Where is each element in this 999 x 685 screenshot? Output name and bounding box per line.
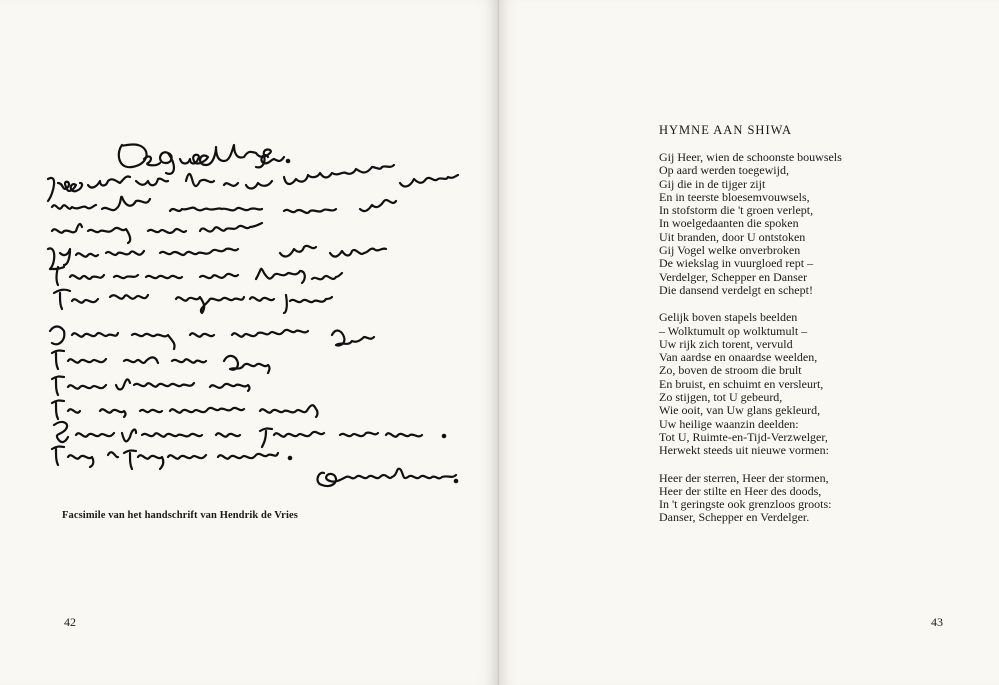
poem-line: Uw rijk zich torent, vervuld — [659, 336, 793, 351]
stanza-3 — [659, 472, 979, 525]
poem-line: Gelijk boven stapels beelden — [659, 310, 798, 325]
stanza-1 — [659, 151, 979, 297]
page-number-right: 43 — [931, 615, 943, 629]
poem-line: Verdelger, Schepper en Danser — [659, 269, 808, 284]
poem-line: Danser, Schepper en Verdelger. — [659, 510, 810, 525]
poem-line: Uit branden, door U ontstoken — [659, 229, 806, 244]
poem-line: Tot U, Ruimte-en-Tijd-Verzwelger, — [659, 429, 828, 444]
poem-line: Herwekt steeds uit nieuwe vormen: — [659, 443, 829, 458]
poem-line: Uw heilige waanzin deelden: — [659, 416, 799, 431]
poem-line: Zo stijgen, tot U gebeurd, — [659, 390, 783, 405]
poem-line: Heer der sterren, Heer der stormen, — [659, 470, 829, 485]
right-page — [499, 0, 999, 685]
handwritten-manuscript — [40, 135, 490, 495]
poem-line: Op aard werden toegewijd, — [659, 163, 789, 178]
poem-line: Gij Vogel welke onverbroken — [659, 243, 801, 258]
facsimile-caption: Facsimile van het handschrift van Hendrik de Vries — [62, 510, 298, 521]
poem-line: Die dansend verdelgt en schept! — [659, 282, 813, 297]
poem-line: En bruist, en schuimt en versleurt, — [659, 376, 824, 391]
stanza-2 — [659, 311, 979, 457]
left-page — [0, 0, 499, 685]
poem-line: Heer der stilte en Heer des doods, — [659, 483, 822, 498]
poem-line: In 't geringste ook grenzloos groots: — [659, 497, 832, 512]
poem-line: Van aardse en onaardse weelden, — [659, 350, 818, 365]
poem-title: HYMNE AAN SHIWA — [659, 123, 793, 137]
poem-line: De wiekslag in vuurgloed rept – — [659, 256, 814, 271]
page-number-left: 42 — [64, 615, 76, 629]
poem-line: Gij die in de tijger zijt — [659, 176, 766, 191]
poem-line: Zo, boven de stroom die brult — [659, 363, 802, 378]
poem-line: Wie ooit, van Uw glans gekleurd, — [659, 403, 821, 418]
handwriting-facsimile — [40, 135, 490, 495]
poem-line: En in teerste bloesemvouwsels, — [659, 189, 810, 204]
poem-line: – Wolktumult op wolktumult – — [659, 323, 808, 338]
poem-line: Gij Heer, wien de schoonste bouwsels — [659, 150, 842, 164]
poem-line: In stofstorm die 't groen verlept, — [659, 203, 814, 218]
poem-body — [659, 151, 979, 539]
poem-line: In woelgedaanten die spoken — [659, 216, 799, 231]
